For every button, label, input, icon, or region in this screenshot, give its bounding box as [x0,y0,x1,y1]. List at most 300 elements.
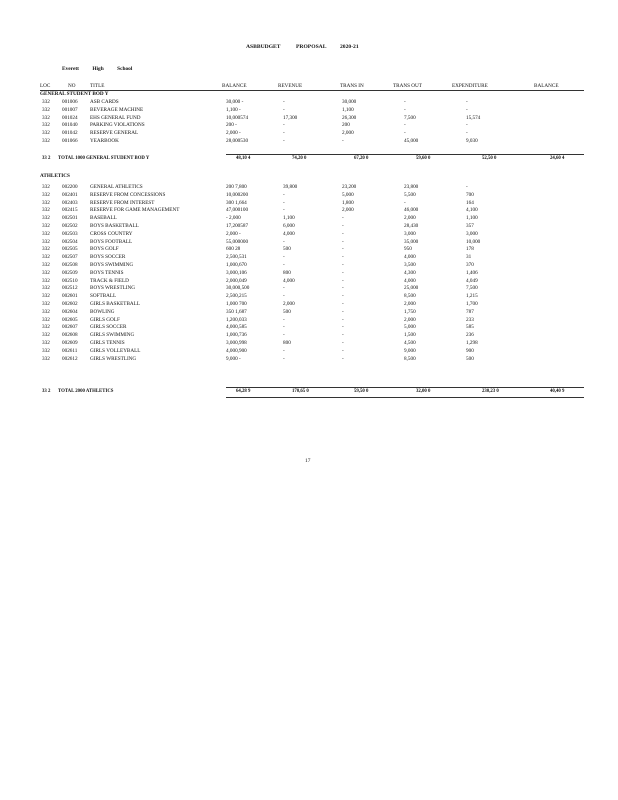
row-trans-in: - [342,222,344,229]
row-revenue: 39,800 [283,184,298,190]
table-row [40,309,584,317]
row-loc: 332 [42,332,50,339]
row-no: 002403 [62,199,78,206]
row-loc: 332 [42,122,50,129]
row-trans-in: - [342,332,344,339]
row-loc: 332 [42,285,50,292]
total-revenue: 74,20 0 [292,156,307,161]
table-row [40,107,584,115]
row-trans-out: - [404,99,406,105]
row-trans-in: - [342,324,344,331]
row-no: 002605 [62,316,78,323]
row-trans-in: 26,300 [342,114,357,121]
row-revenue: 800 [283,269,291,276]
row-title: GIRLS VOLLEYBALL [90,347,141,354]
row-loc: 332 [42,269,50,276]
row-balance: 350 1,687 [226,308,247,315]
row-trans-out: 1,750 [404,308,416,315]
row-balance: - 2,000 [226,215,241,222]
total-trans-in: 59,50 0 [354,389,369,394]
row-no: 002611 [62,347,78,354]
row-no: 001040 [62,122,78,129]
row-trans-in: - [342,261,344,268]
total-expenditure: 230,23 0 [482,389,499,394]
row-loc: 332 [42,300,50,307]
row-balance: 2,500,531 [226,254,247,261]
row-revenue: - [283,191,285,198]
row-trans-in: - [342,293,344,300]
row-loc: 332 [42,347,50,354]
row-revenue: - [283,355,285,362]
row-revenue: - [283,316,285,323]
total-trans-in: 67,20 0 [354,156,369,161]
row-expenditure: 164 [466,199,474,206]
total-balance: 64,28 9 [236,389,251,394]
row-expenditure: - [466,99,468,105]
row-title: GIRLS TENNIS [90,339,125,346]
row-no: 002504 [62,238,78,245]
row-loc: 332 [42,114,50,121]
row-loc: 332 [42,293,50,300]
row-balance: 4,000,585 [226,324,247,331]
table-row [40,115,584,123]
row-trans-out: 8,500 [404,355,416,362]
row-trans-in: - [342,238,344,245]
row-title: GENERAL ATHLETICS [90,184,143,190]
row-revenue: 800 [283,339,291,346]
row-balance: 600 28 [226,246,241,253]
row-trans-out: 7,500 [404,114,416,121]
row-trans-in: 5,000 [342,191,354,198]
row-loc: 332 [42,339,50,346]
row-no: 002510 [62,277,78,284]
col-balance-end: BALANCE [534,83,559,89]
row-revenue: 4,000 [283,277,295,284]
row-balance: 200 - [226,122,237,129]
row-expenditure: 787 [466,308,474,315]
row-loc: 332 [42,254,50,261]
row-expenditure: 357 [466,222,474,229]
section-rows-general [40,99,584,146]
row-no: 002200 [62,184,78,190]
row-balance: 30,000 - [226,99,244,105]
row-trans-in: - [342,316,344,323]
row-no: 002508 [62,261,78,268]
row-trans-out: 45,000 [404,137,419,144]
row-expenditure: - [466,122,468,129]
row-loc: 332 [42,316,50,323]
row-trans-in: 200 [342,122,350,129]
row-loc: 332 [42,308,50,315]
row-trans-in: - [342,269,344,276]
table-row [40,301,584,309]
table-row [40,231,584,239]
table-row [40,254,584,262]
total-loc: 33 2 [42,156,51,161]
table-row [40,184,584,192]
row-trans-in: 23,200 [342,184,357,190]
title-left: ASBBUDGET [246,44,281,50]
row-no: 002608 [62,332,78,339]
row-balance: 2,000,049 [226,277,247,284]
row-expenditure: 10,000 [466,238,481,245]
row-balance: 2,000 - [226,230,241,237]
row-revenue: 500 [283,308,291,315]
table-row [40,285,584,293]
row-trans-out: 2,000 [404,300,416,307]
row-expenditure: 900 [466,347,474,354]
row-title: GIRLS SOCCER [90,324,127,331]
row-trans-out: 5,000 [404,324,416,331]
row-title: GIRLS GOLF [90,316,120,323]
total-trans-out: 32,00 0 [416,389,431,394]
row-trans-in: 1,100 [342,106,354,113]
row-expenditure: - [466,184,468,190]
row-loc: 332 [42,130,50,137]
row-trans-out: 4,000 [404,254,416,261]
row-trans-in: 2,000 [342,130,354,137]
row-loc: 332 [42,106,50,113]
row-trans-out: 9,000 [404,347,416,354]
total-rule-bottom-athletics [226,397,584,398]
table-row [40,293,584,301]
row-title: GIRLS SWIMMING [90,332,135,339]
row-expenditure: 1,100 [466,215,478,222]
row-revenue: - [283,285,285,292]
row-balance: 3,000,106 [226,269,247,276]
row-title: GIRLS WRESTLING [90,355,137,362]
row-revenue: - [283,332,285,339]
row-title: BOYS WRESTLING [90,285,136,292]
page-number: 17 [305,458,311,464]
row-revenue: 17,300 [283,114,298,121]
table-row [40,270,584,278]
row-revenue: - [283,238,285,245]
col-loc: LOC [40,83,51,89]
row-trans-in: - [342,215,344,222]
row-revenue: - [283,99,285,105]
row-trans-out: 4,500 [404,339,416,346]
row-title: ASB CARDS [90,99,119,105]
table-row [40,324,584,332]
title-right: 2020-21 [340,44,359,50]
row-balance: 2,500,215 [226,293,247,300]
row-trans-out: 3,000 [404,230,416,237]
row-revenue: - [283,122,285,129]
row-trans-out: 8,500 [404,293,416,300]
total-revenue: 170,65 0 [292,389,309,394]
row-no: 002505 [62,246,78,253]
total-expenditure: 52,50 0 [482,156,497,161]
row-trans-out: 25,000 [404,285,419,292]
row-trans-out: 35,000 [404,238,419,245]
row-trans-in: 30,000 [342,99,357,105]
table-row [40,130,584,138]
row-balance: 4,000,900 [226,347,247,354]
total-balance-end: 24,60 4 [550,156,565,161]
row-no: 002501 [62,215,78,222]
row-expenditure: 1,298 [466,339,478,346]
header-rule [40,90,584,91]
row-expenditure: 9,030 [466,137,478,144]
row-revenue: 2,000 [283,300,295,307]
row-no: 002612 [62,355,78,362]
row-balance: 17,200587 [226,222,249,229]
row-loc: 332 [42,324,50,331]
total-row-general [40,156,584,164]
school-word-3: School [117,66,133,72]
total-rule-top-general [226,154,584,155]
table-row [40,239,584,247]
row-title: BOYS FOOTBALL [90,238,133,245]
row-revenue: 500 [283,246,291,253]
row-no: 002607 [62,324,78,331]
col-balance: BALANCE [222,83,247,89]
section-label-general: GENERAL STUDENT BOD Y [40,91,109,97]
row-no: 001042 [62,130,78,137]
row-trans-out: - [404,122,406,129]
row-balance: 30,000,500 [226,285,250,292]
row-trans-out: 23,800 [404,184,419,190]
row-revenue: - [283,137,285,144]
row-expenditure: 1,700 [466,300,478,307]
row-loc: 332 [42,207,50,214]
row-expenditure: 370 [466,261,474,268]
row-title: CROSS COUNTRY [90,230,133,237]
row-revenue: 1,100 [283,215,295,222]
row-trans-out: - [404,199,406,206]
total-loc: 33 2 [42,389,51,394]
row-revenue: 4,000 [283,230,295,237]
title-mid: PROPOSAL [296,44,327,50]
row-trans-out: 2,000 [404,316,416,323]
row-no: 001024 [62,114,78,121]
row-trans-out: 950 [404,246,412,253]
total-trans-out: 59,60 0 [416,156,431,161]
row-title: PARKING VIOLATIONS [90,122,145,129]
row-title: GIRLS BASKETBALL [90,300,141,307]
row-title: RESERVE FOR GAME MANAGEMENT [90,207,180,214]
row-no: 002502 [62,222,78,229]
total-row-athletics [40,389,584,397]
row-trans-in: - [342,230,344,237]
table-row [40,278,584,286]
col-no: NO [68,83,76,89]
row-trans-in: - [342,300,344,307]
row-balance: 300 1,664 [226,199,247,206]
row-loc: 332 [42,246,50,253]
table-row [40,215,584,223]
row-balance: 55,000000 [226,238,249,245]
total-label: TOTAL 1000 GENERAL STUDENT BOD Y [58,156,150,161]
row-loc: 332 [42,184,50,190]
row-trans-out: 4,300 [404,269,416,276]
row-trans-in: - [342,285,344,292]
row-expenditure: 7,500 [466,285,478,292]
school-name [62,66,144,72]
row-revenue: - [283,261,285,268]
row-expenditure: 3,000 [466,230,478,237]
row-trans-out: 28,430 [404,222,419,229]
row-expenditure: 585 [466,324,474,331]
row-title: BEVERAGE MACHINE [90,106,144,113]
row-no: 001006 [62,99,78,105]
section-rows-athletics [40,184,584,363]
row-title: EHS GENERAL FUND [90,114,141,121]
row-expenditure: 700 [466,191,474,198]
row-revenue: - [283,199,285,206]
row-title: BASEBALL [90,215,117,222]
row-title: SOFTBALL [90,293,117,300]
row-balance: 1,000,736 [226,332,247,339]
row-expenditure: - [466,106,468,113]
row-no: 002509 [62,269,78,276]
school-word-2: High [92,66,104,72]
row-title: TRACK & FIELD [90,277,129,284]
row-balance: 2,000 - [226,130,241,137]
table-row [40,262,584,270]
row-no: 002601 [62,293,78,300]
table-row [40,207,584,215]
row-no: 002604 [62,308,78,315]
table-row [40,246,584,254]
row-trans-out: - [404,106,406,113]
row-title: RESERVE GENERAL [90,130,139,137]
section-label-athletics: ATHLETICS [40,173,70,179]
row-expenditure: - [466,130,468,137]
row-trans-in: 2,000 [342,207,354,214]
row-expenditure: 4,100 [466,207,478,214]
row-trans-out: 1,500 [404,332,416,339]
table-row [40,348,584,356]
row-expenditure: 1,406 [466,269,478,276]
row-trans-in: - [342,137,344,144]
row-expenditure: 178 [466,246,474,253]
row-title: BOYS SWIMMING [90,261,134,268]
row-loc: 332 [42,215,50,222]
row-no: 002609 [62,339,78,346]
row-loc: 332 [42,199,50,206]
row-trans-in: - [342,347,344,354]
row-loc: 332 [42,238,50,245]
row-loc: 332 [42,191,50,198]
row-no: 001066 [62,137,78,144]
row-revenue: - [283,130,285,137]
row-loc: 332 [42,137,50,144]
row-balance: 9,000 - [226,355,241,362]
col-trans-in: TRANS IN [340,83,364,89]
row-revenue: - [283,293,285,300]
row-trans-in: - [342,339,344,346]
row-no: 002512 [62,285,78,292]
row-balance: 1,200,033 [226,316,247,323]
row-trans-in: 1,800 [342,199,354,206]
col-revenue: REVENUE [278,83,303,89]
row-revenue: - [283,207,285,214]
table-row [40,138,584,146]
table-row [40,317,584,325]
table-row [40,192,584,200]
row-no: 002507 [62,254,78,261]
col-trans-out: TRANS OUT [393,83,422,89]
col-expenditure: EXPENDITURE [452,83,488,89]
row-trans-out: 5,500 [404,191,416,198]
row-loc: 332 [42,277,50,284]
row-title: BOYS SOCCER [90,254,126,261]
row-trans-in: - [342,254,344,261]
row-loc: 332 [42,230,50,237]
row-no: 002503 [62,230,78,237]
row-balance: 3,000,998 [226,339,247,346]
row-balance: 47,000100 [226,207,249,214]
row-no: 002602 [62,300,78,307]
col-title: TITLE [90,83,105,89]
row-revenue: - [283,106,285,113]
row-balance: 28,000530 [226,137,249,144]
row-title: BOYS BASKETBALL [90,222,139,229]
row-revenue: - [283,254,285,261]
row-trans-out: 4,000 [404,277,416,284]
total-balance: 48,10 4 [236,156,251,161]
table-row [40,223,584,231]
row-trans-in: - [342,308,344,315]
row-title: YEARBOOK [90,137,119,144]
total-label: TOTAL 2000 ATHLETICS [58,389,114,394]
row-title: BOYS TENNIS [90,269,124,276]
row-trans-in: - [342,246,344,253]
row-no: 001007 [62,106,78,113]
table-row [40,122,584,130]
total-balance-end: 40,40 9 [550,389,565,394]
row-trans-out: 2,000 [404,215,416,222]
table-row [40,200,584,208]
row-expenditure: 1,215 [466,293,478,300]
table-row [40,99,584,107]
row-trans-out: - [404,130,406,137]
row-loc: 332 [42,355,50,362]
row-balance: 200 7,800 [226,184,247,190]
row-trans-in: - [342,355,344,362]
row-revenue: - [283,324,285,331]
table-row [40,340,584,348]
row-balance: 1,000 700 [226,300,247,307]
row-expenditure: 4,049 [466,277,478,284]
row-expenditure: 31 [466,254,472,261]
row-balance: 10,000200 [226,191,249,198]
row-no: 002415 [62,207,78,214]
row-balance: 10,000574 [226,114,249,121]
row-expenditure: 500 [466,355,474,362]
row-revenue: 6,000 [283,222,295,229]
row-balance: 1,100 - [226,106,241,113]
row-expenditure: 15,574 [466,114,481,121]
school-word-1: Everett [62,66,79,72]
row-title: RESERVE FROM INTEREST [90,199,155,206]
row-trans-out: 3,500 [404,261,416,268]
row-loc: 332 [42,222,50,229]
row-balance: 1,000,670 [226,261,247,268]
row-title: RESERVE FROM CONCESSIONS [90,191,166,198]
row-title: BOWLING [90,308,115,315]
row-expenditure: 233 [466,316,474,323]
row-trans-in: - [342,277,344,284]
table-row [40,356,584,364]
row-revenue: - [283,347,285,354]
table-row [40,332,584,340]
row-expenditure: 236 [466,332,474,339]
total-rule-top-athletics [226,387,584,388]
row-no: 002401 [62,191,78,198]
